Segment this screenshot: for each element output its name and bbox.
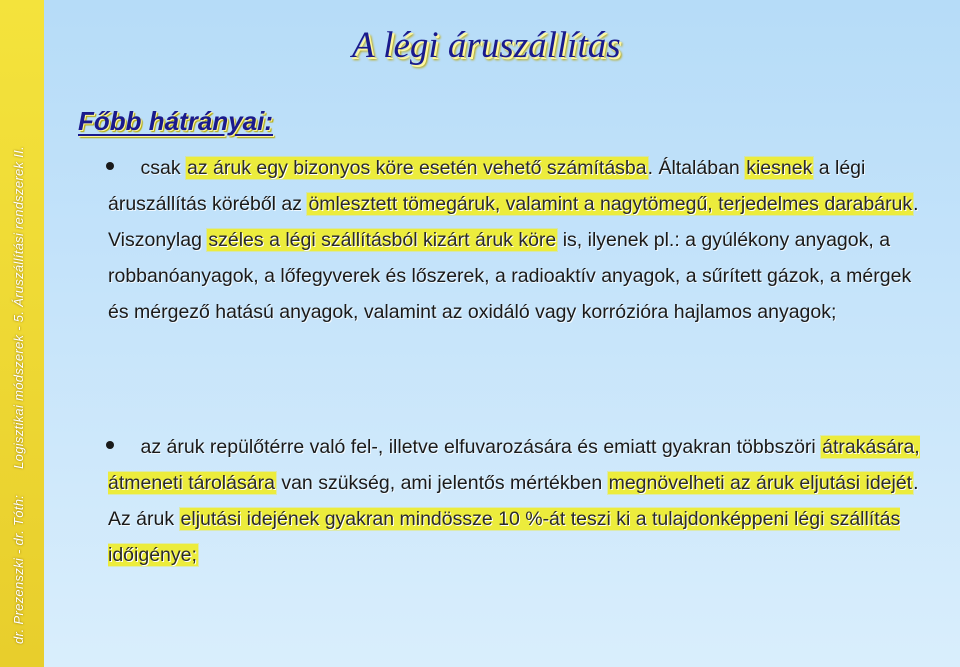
highlighted-text: széles a légi szállításból kizárt áruk köre	[208, 229, 557, 251]
text-segment: az áruk repülőtérre való fel-, illetve elfuvarozására és emiatt gyakran többszöri	[140, 436, 822, 458]
highlighted-text: megnövelheti az áruk eljutási idejét	[608, 472, 913, 494]
bullet-1	[108, 150, 924, 330]
highlighted-text: átrakására, átmeneti tárolására	[108, 436, 920, 494]
highlighted-text: eljutási idejének gyakran mindössze 10 %-át teszi ki a tulajdonképpeni légi szállítás időigénye;	[108, 508, 901, 566]
subheading: Főbb hátrányai:	[78, 106, 274, 136]
bullet-dot-icon	[106, 441, 114, 449]
text-segment: is, ilyenek pl.: a gyúlékony anyagok, a robbanóanyagok, a lőfegyverek és lőszerek, a radioaktív anyagok, a sűrített gázok, a mérgek és mérgező hatású anyagok, valamint az oxidáló vagy korrózióra hajlamos anyagok;	[108, 229, 912, 323]
text-segment: csak	[140, 157, 187, 179]
side-band	[0, 0, 44, 667]
side-label-course: Logisztikai módszerek - 5. Áruszállítási rendszerek II.	[11, 146, 26, 469]
text-segment: . Általában	[647, 157, 746, 179]
bullet-dot-icon	[106, 162, 114, 170]
text-segment: van szükség, ami jelentős mértékben	[275, 472, 608, 494]
side-label-authors: dr. Prezenszki - dr. Tóth:	[11, 494, 26, 644]
highlighted-text: ömlesztett tömegáruk, valamint a nagytömegű, terjedelmes darabáruk	[308, 193, 913, 215]
side-label	[11, 146, 26, 644]
text-segment: a légi áruszállítás köréből az	[108, 157, 866, 215]
text-segment: . Viszonylag	[108, 193, 919, 251]
bullet-1-text	[108, 150, 924, 330]
bullet-2	[108, 429, 924, 573]
highlighted-text: az áruk egy bizonyos köre esetén vehető számításba	[187, 157, 647, 179]
text-segment: . Az áruk	[108, 472, 919, 530]
highlighted-text: kiesnek	[746, 157, 813, 179]
bullet-2-text	[108, 429, 924, 573]
slide-title: A légi áruszállítás	[352, 25, 621, 66]
